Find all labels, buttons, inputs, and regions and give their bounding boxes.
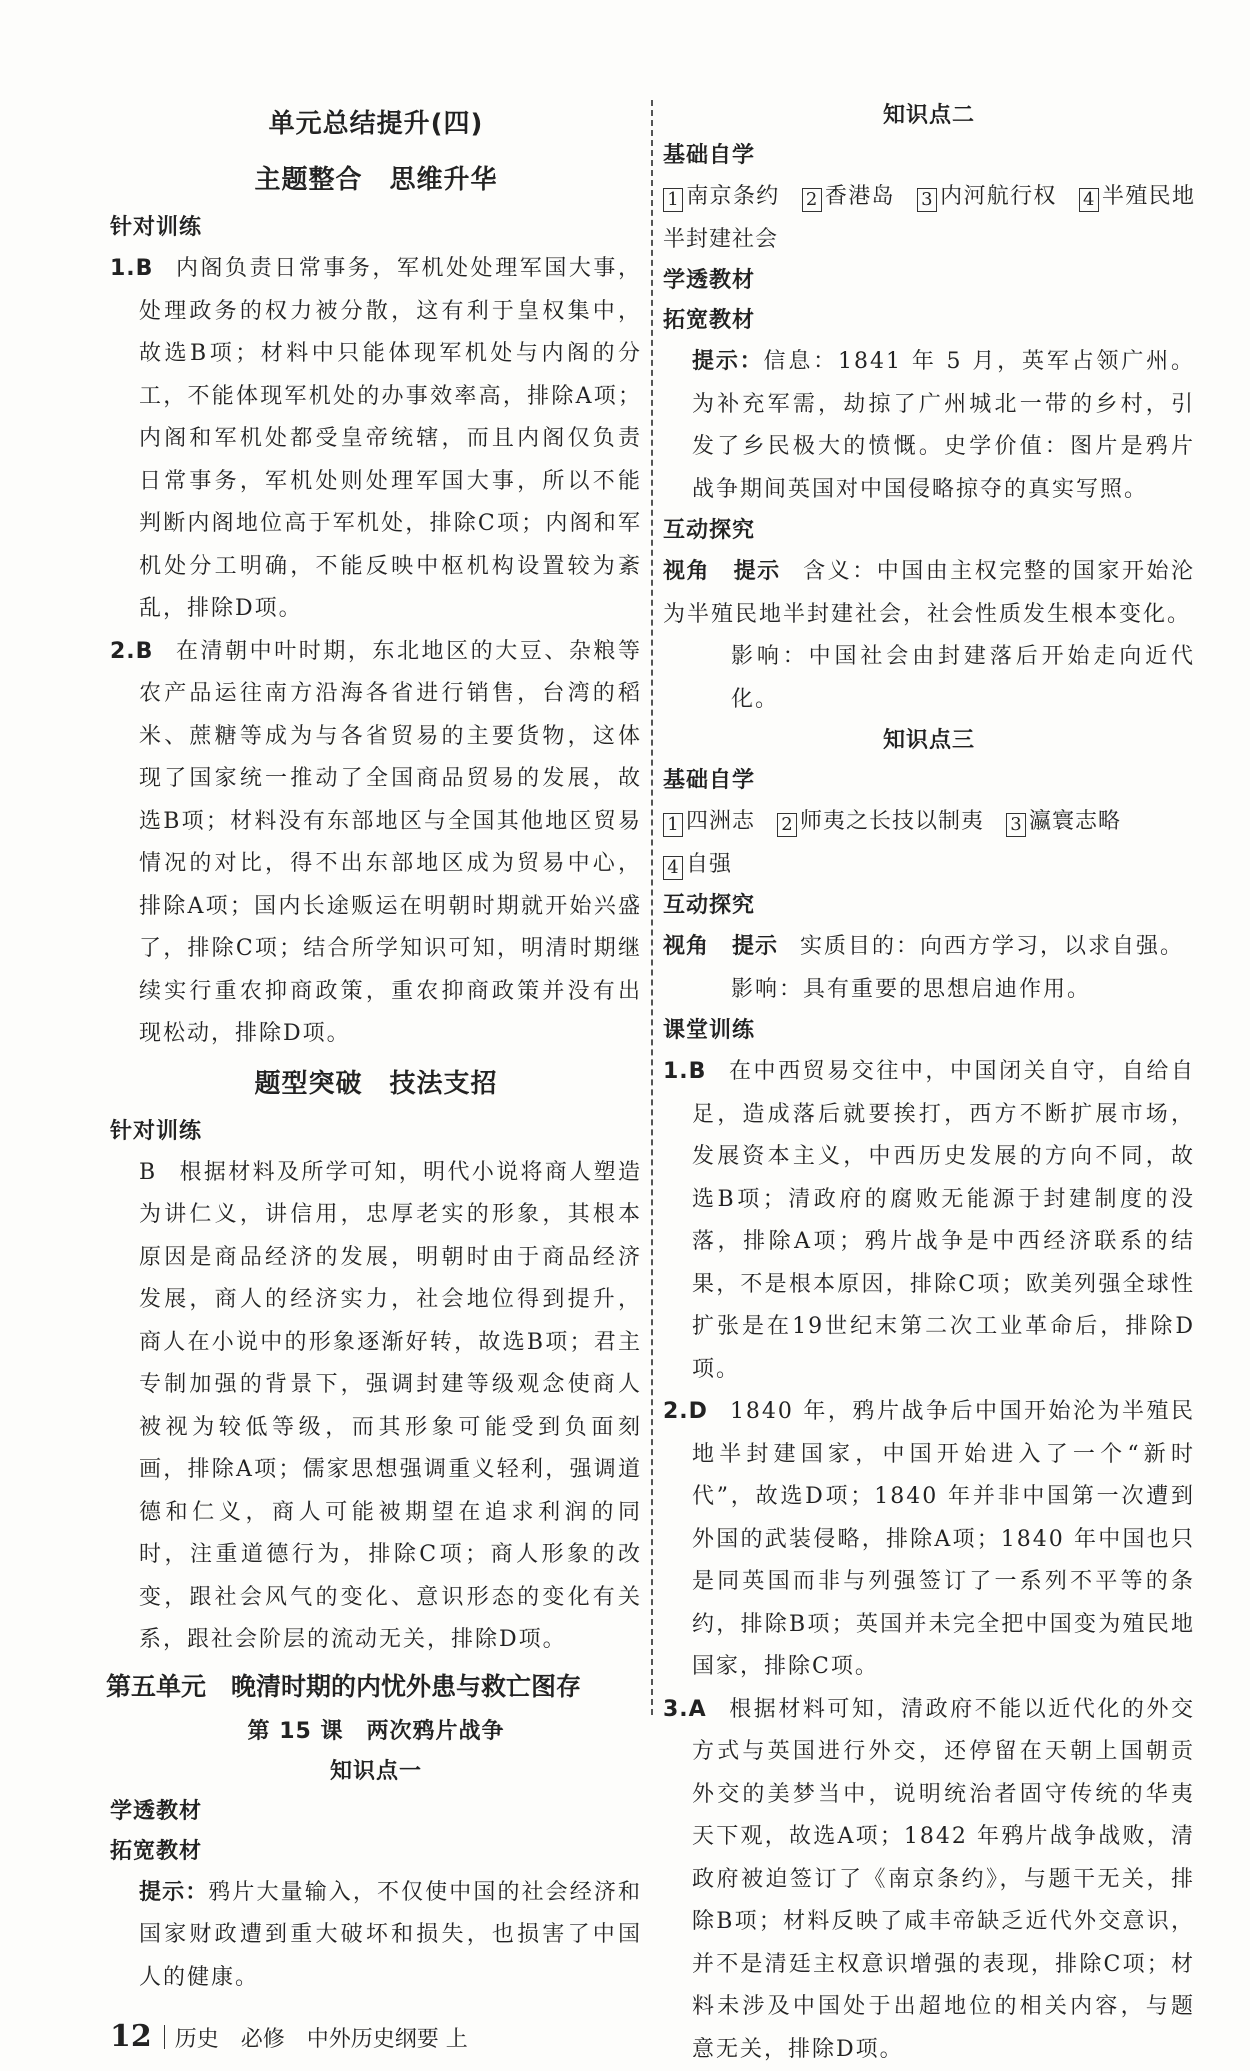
answer-item — [663, 1689, 1195, 2071]
subheading: 基础自学 — [663, 761, 1195, 801]
view-text: 影响：具有重要的思想启迪作用。 — [731, 977, 1091, 1002]
page-footer — [110, 1999, 642, 2058]
subheading: 拓宽教材 — [110, 1832, 642, 1872]
knowledge-point-heading: 知识点二 — [663, 96, 1195, 136]
answer-number: 2.B — [110, 639, 153, 664]
view-label: 视角 提示 — [663, 934, 778, 959]
subheading: 针对训练 — [110, 208, 642, 248]
answer-text: 瀛寰志略 — [1029, 809, 1121, 834]
answer-text: 在清朝中叶时期，东北地区的大豆、杂粮等农产品运往南方沿海各省进行销售，台湾的稻米、蔗糖等成为与各省贸易的主要货物，这体现了国家统一推动了全国商品贸易的发展，故选B项；材料没有东部地区与全国其他地区贸易情况的对比，得不出东部地区成为贸易中心，排除A项；国内长途贩运在明朝时期就开始兴盛了，排除C项；结合所学知识可知，明清时期继续实行重农抑商政策，重农抑商政策并没有出现松动，排除D项。 — [139, 639, 642, 1047]
view-text: 影响：中国社会由封建落后开始走向近代化。 — [731, 644, 1195, 712]
answer-text: 四洲志 — [686, 809, 755, 834]
answer-item — [663, 1051, 1195, 1391]
subheading: 基础自学 — [663, 136, 1195, 176]
answer-text: 南京条约 — [686, 184, 780, 209]
left-column — [110, 96, 642, 2058]
lesson-title: 第 15 课 两次鸦片战争 — [110, 1712, 642, 1752]
subheading: 互动探究 — [663, 511, 1195, 551]
answer-box: 2 — [802, 188, 822, 212]
section-heading: 主题整合 思维升华 — [110, 152, 642, 208]
fill-answers — [663, 801, 1195, 886]
section-heading: 题型突破 技法支招 — [110, 1056, 642, 1112]
answer-box: 3 — [1006, 813, 1026, 837]
answer-box: 2 — [777, 813, 797, 837]
answer-number: B — [139, 1160, 157, 1185]
answer-box: 4 — [1079, 188, 1099, 212]
answer-box: 1 — [663, 813, 683, 837]
answer-text: 半殖民地半封建社会 — [663, 184, 1195, 252]
answer-text: 香港岛 — [825, 184, 895, 209]
answer-text: 自强 — [686, 852, 732, 877]
view-text: 含义：中国由主权完整的国家开始沦为半殖民地半封建社会，社会性质发生根本变化。 — [663, 559, 1195, 627]
answer-text: 根据材料可知，清政府不能以近代化的外交方式与英国进行外交，还停留在天朝上国朝贡外交的美梦当中，说明统治者固守传统的华夷天下观，故选A项；1842 年鸦片战争战败，清政府被迫签订了《南京条约》，与题干无关，排除B项；材料反映了咸丰帝缺乏近代外交意识，并不是清廷主权意识增强的表现，排除C项；材料未涉及中国处于出超地位的相关内容，与题意无关，排除D项。 — [692, 1697, 1195, 2062]
subheading: 学透教材 — [663, 261, 1195, 301]
knowledge-point-heading: 知识点一 — [110, 1752, 642, 1792]
unit-title: 第五单元 晚清时期的内忧外患与救亡图存 — [106, 1662, 651, 1712]
answer-text: 师夷之长技以制夷 — [800, 809, 984, 834]
hint-label: 提示： — [139, 1880, 208, 1905]
answer-number: 3.A — [663, 1697, 707, 1722]
column-divider — [651, 100, 653, 1715]
subheading: 学透教材 — [110, 1792, 642, 1832]
subheading: 课堂训练 — [663, 1011, 1195, 1051]
subheading: 互动探究 — [663, 886, 1195, 926]
answer-box: 1 — [663, 188, 683, 212]
hint-paragraph — [663, 341, 1195, 511]
answer-number: 2.D — [663, 1399, 708, 1424]
answer-text: 1840 年，鸦片战争后中国开始沦为半殖民地半封建国家，中国开始进入了一个“新时代”，故选D项；1840 年并非中国第一次遭到外国的武装侵略，排除A项；1840 年中国也只是同英国而非与列强签订了一系列不平等的条约，排除B项；英国并未完全把中国变为殖民地国家，排除C项。 — [692, 1399, 1195, 1679]
hint-paragraph — [110, 1872, 642, 2000]
answer-text: 根据材料及所学可知，明代小说将商人塑造为讲仁义，讲信用，忠厚老实的形象，其根本原因是商品经济的发展，明朝时由于商品经济发展，商人的经济实力，社会地位得到提升，商人在小说中的形象逐渐好转，故选B项；君主专制加强的背景下，强调封建等级观念使商人被视为较低等级，而其形象可能受到负面刻画，排除A项；儒家思想强调重义轻利，强调道德和仁义，商人可能被期望在追求利润的同时，注重道德行为，排除C项；商人形象的改变，跟社会风气的变化、意识形态的变化有关系，跟社会阶层的流动无关，排除D项。 — [139, 1160, 642, 1653]
view-text: 实质目的：向西方学习，以求自强。 — [800, 934, 1184, 959]
page-number: 12 — [110, 2019, 152, 2054]
view-label: 视角 提示 — [663, 559, 781, 584]
answer-item — [663, 1391, 1195, 1689]
page-title: 单元总结提升(四) — [110, 96, 642, 152]
answer-text: 在中西贸易交往中，中国闭关自守，自给自足，造成落后就要挨打，西方不断扩展市场，发展资本主义，中西历史发展的方向不同，故选B项；清政府的腐败无能源于封建制度的没落，排除A项；鸦片战争是中西经济联系的结果，不是根本原因，排除C项；欧美列强全球性扩张是在19世纪末第二次工业革命后，排除D项。 — [692, 1059, 1195, 1382]
subheading: 拓宽教材 — [663, 301, 1195, 341]
right-column — [663, 96, 1195, 2071]
answer-number: 1.B — [110, 256, 153, 281]
hint-text: 鸦片大量输入，不仅使中国的社会经济和国家财政遭到重大破坏和损失，也损害了中国人的健康。 — [139, 1880, 642, 1990]
answer-number: 1.B — [663, 1059, 706, 1084]
view-paragraph — [663, 926, 1195, 1011]
answer-box: 4 — [663, 856, 683, 880]
answer-text: 内阁负责日常事务，军机处处理军国大事，处理政务的权力被分散，这有利于皇权集中，故选B项；材料中只能体现军机处与内阁的分工，不能体现军机处的办事效率高，排除A项；内阁和军机处都受皇帝统辖，而且内阁仅负责日常事务，军机处则处理军国大事，所以不能判断内阁地位高于军机处，排除C项；内阁和军机处分工明确，不能反映中枢机构设置较为紊乱，排除D项。 — [139, 256, 642, 621]
book-title: 历史 必修 中外历史纲要 上 — [175, 2027, 468, 2052]
footer-separator — [164, 2025, 165, 2049]
answer-item — [110, 248, 642, 631]
answer-text: 内河航行权 — [940, 184, 1057, 209]
answer-box: 3 — [917, 188, 937, 212]
subheading: 针对训练 — [110, 1112, 642, 1152]
hint-label: 提示： — [692, 349, 764, 374]
answer-item — [110, 631, 642, 1056]
answer-item — [110, 1152, 642, 1662]
view-paragraph — [663, 551, 1195, 721]
hint-text: 信息：1841 年 5 月，英军占领广州。为补充军需，劫掠了广州城北一带的乡村，引发了乡民极大的愤慨。史学价值：图片是鸦片战争期间英国对中国侵略掠夺的真实写照。 — [692, 349, 1195, 502]
fill-answers — [663, 176, 1195, 261]
knowledge-point-heading: 知识点三 — [663, 721, 1195, 761]
